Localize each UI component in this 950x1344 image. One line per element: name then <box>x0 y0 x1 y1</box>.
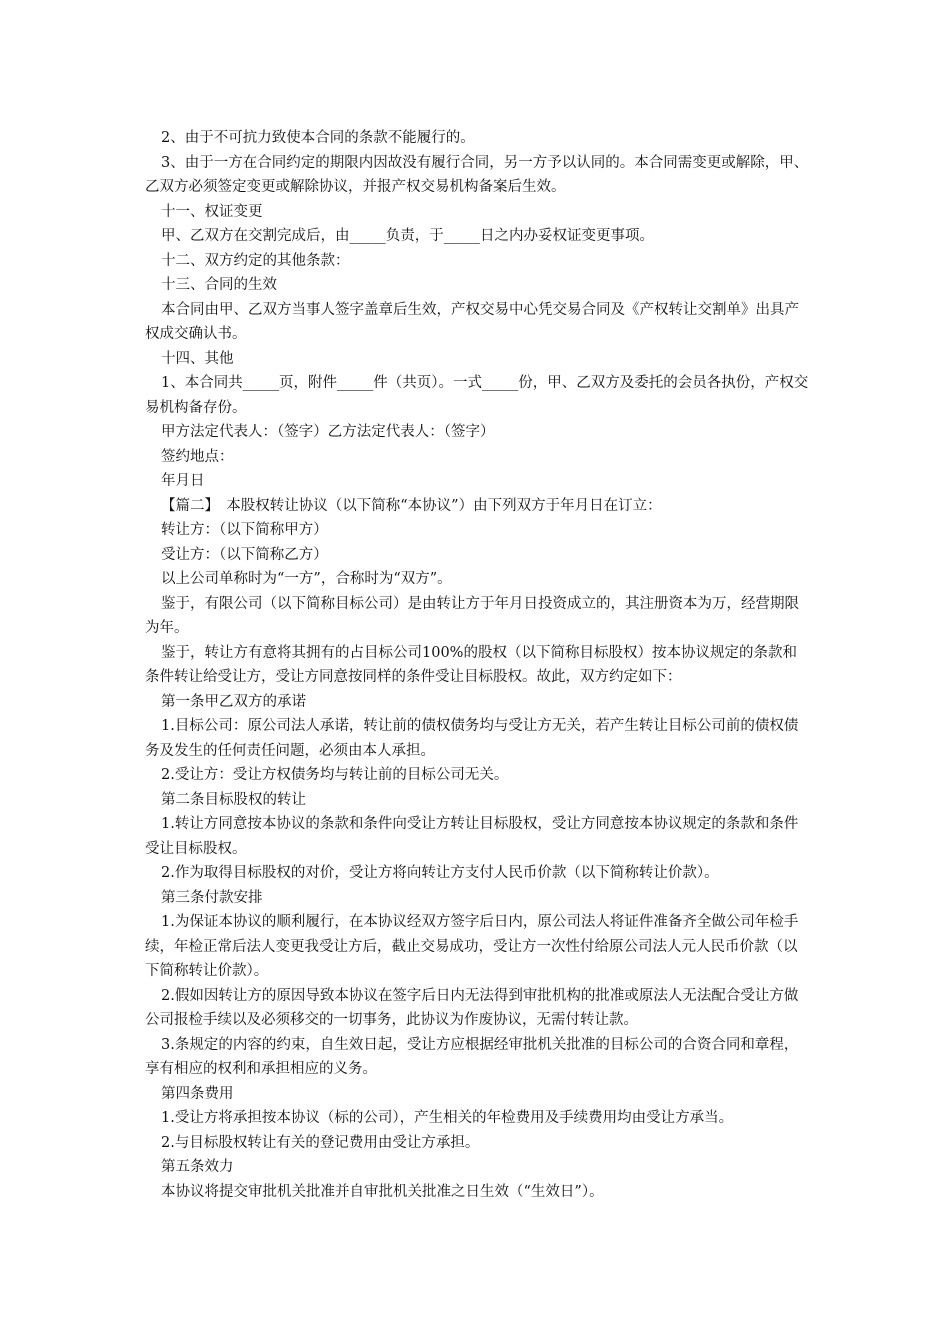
paragraph-clause-3: 3、由于一方在合同约定的期限内因故没有履行合同，另一方予以认同的。本合同需变更或解除，甲、乙双方必须签定变更或解除协议，并报产权交易机构备案后生效。 <box>145 154 809 195</box>
paragraph-signing-place: 签约地点： <box>161 448 234 465</box>
paragraph-signatures: 甲方法定代表人：（签字）乙方法定代表人：（签字） <box>161 424 495 440</box>
paragraph-article-1-item-1: 1.目标公司：原公司法人承诺，转让前的债权债务均与受让方无关，若产生转让目标公司前的债权债务及发生的任何责任问题，必须由本人承担。 <box>145 718 799 759</box>
paragraph-clause-2: 2、由于不可抗力致使本合同的条款不能履行的。 <box>161 130 475 146</box>
heading-article-1: 第一条甲乙双方的承诺 <box>161 693 306 710</box>
paragraph-effectiveness: 本合同由甲、乙双方当事人签字盖章后生效，产权交易中心凭交易合同及《产权转让交割单》出具产权成交确认书。 <box>145 301 799 342</box>
heading-section-14: 十四、其他 <box>161 350 234 367</box>
paragraph-article-5-text: 本协议将提交审批机关批准并自审批机关批准之日生效（“生效日”）。 <box>161 1183 604 1200</box>
paragraph-whereas-1: 鉴于，有限公司（以下简称目标公司）是由转让方于年月日投资成立的，其注册资本为万，经营期限为年。 <box>145 595 799 636</box>
paragraph-article-4-item-1: 1.受让方将承担按本协议（标的公司），产生相关的年检费用及手续费用均由受让方承当。 <box>161 1110 734 1126</box>
paragraph-transferor: 转让方：（以下简称甲方） <box>161 522 328 538</box>
paragraph-article-2-item-2: 2.作为取得目标股权的对价，受让方将向转让方支付人民币价款（以下简称转让价款）。 <box>161 865 719 881</box>
paragraph-transferee: 受让方：（以下简称乙方） <box>161 546 328 563</box>
paragraph-article-2-item-1: 1.转让方同意按本协议的条款和条件向受让方转让目标股权，受让方同意按本协议规定的条款和条件受让目标股权。 <box>145 816 799 857</box>
heading-article-3: 第三条付款安排 <box>161 889 263 906</box>
paragraph-part-two-intro: 【篇二】 本股权转让协议（以下简称“本协议”）由下列双方于年月日在订立： <box>161 497 662 514</box>
heading-section-11: 十一、权证变更 <box>161 203 263 220</box>
paragraph-article-4-item-2: 2.与目标股权转让有关的登记费用由受让方承担。 <box>161 1134 480 1151</box>
paragraph-copies: 1、本合同共_____页，附件_____件（共页）。一式_____份，甲、乙双方及委托的会员各执份，产权交易机构备存份。 <box>145 375 809 416</box>
heading-section-13: 十三、合同的生效 <box>161 277 277 293</box>
paragraph-article-1-item-2: 2.受让方：受让方权债务均与转让前的目标公司无关。 <box>161 767 509 783</box>
heading-article-2: 第二条目标股权的转让 <box>161 791 306 808</box>
document-body <box>145 126 810 1204</box>
paragraph-article-3-item-3: 3.条规定的内容的约束，自生效日起，受让方应根据经审批机关批准的目标公司的合资合同和章程，享有相应的权利和承担相应的义务。 <box>145 1036 799 1077</box>
paragraph-article-3-item-1: 1.为保证本协议的顺利履行，在本协议经双方签字后日内，原公司法人将证件准备齐全做公司年检手续，年检正常后法人变更我受让方后，截止交易成功，受让方一次性付给原公司法人元人民币价款（以下简称转让价款）。 <box>145 914 799 979</box>
paragraph-title-change: 甲、乙双方在交割完成后，由_____负责，于_____日之内办妥权证变更事项。 <box>161 228 654 244</box>
heading-article-4: 第四条费用 <box>161 1085 234 1102</box>
heading-article-5: 第五条效力 <box>161 1159 234 1175</box>
heading-section-12: 十二、双方约定的其他条款： <box>161 252 350 269</box>
paragraph-party-definition: 以上公司单称时为“一方”，合称时为“双方”。 <box>161 571 452 587</box>
paragraph-whereas-2: 鉴于，转让方有意将其拥有的占目标公司100%的股权（以下简称目标股权）按本协议规定的条款和条件转让给受让方，受让方同意按同样的条件受让目标股权。故此，双方约定如下： <box>145 644 797 685</box>
paragraph-date: 年月日 <box>161 473 205 489</box>
paragraph-article-3-item-2: 2.假如因转让方的原因导致本协议在签字后日内无法得到审批机构的批准或原法人无法配合受让方做公司报检手续以及必须移交的一切事务，此协议为作废协议，无需付转让款。 <box>145 987 799 1028</box>
